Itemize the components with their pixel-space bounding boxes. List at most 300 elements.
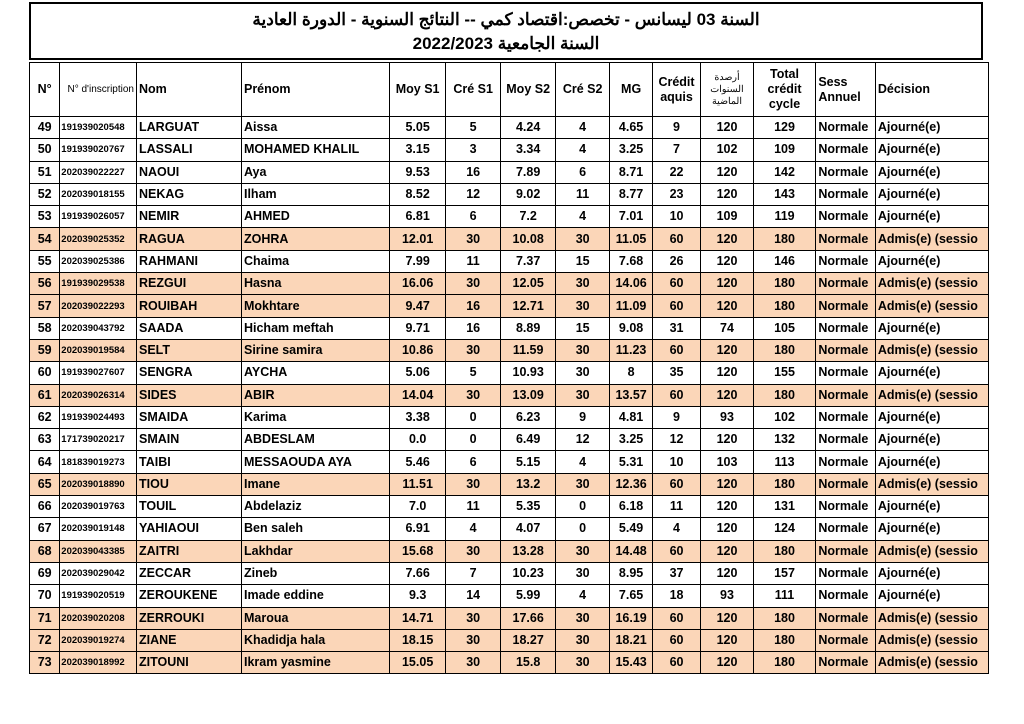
- cell-first-name: Mokhtare: [241, 295, 389, 317]
- cell-session: Normale: [816, 473, 876, 495]
- cell-moy-s1: 10.86: [390, 339, 446, 361]
- cell-last-name: TAIBI: [137, 451, 242, 473]
- table-row: [30, 652, 989, 674]
- cell-first-name: Ben saleh: [241, 518, 389, 540]
- cell-credit-anciens: 120: [701, 629, 753, 651]
- cell-credit-acquis: 18: [652, 585, 700, 607]
- cell-mg: 4.65: [610, 117, 652, 139]
- cell-total-credit: 146: [753, 250, 816, 272]
- cell-last-name: SMAIDA: [137, 406, 242, 428]
- cell-decision: Ajourné(e): [875, 451, 988, 473]
- cell-row-number: 68: [30, 540, 60, 562]
- cell-moy-s2: 4.24: [501, 117, 556, 139]
- table-row: [30, 362, 989, 384]
- cell-cre-s1: 30: [445, 339, 501, 361]
- cell-credit-acquis: 26: [652, 250, 700, 272]
- cell-decision: Admis(e) (sessio: [875, 473, 988, 495]
- cell-cre-s1: 5: [445, 117, 501, 139]
- cell-last-name: ZIANE: [137, 629, 242, 651]
- cell-cre-s2: 30: [555, 629, 610, 651]
- cell-credit-acquis: 9: [652, 117, 700, 139]
- cell-moy-s2: 9.02: [501, 183, 556, 205]
- cell-mg: 14.48: [610, 540, 652, 562]
- cell-total-credit: 180: [753, 473, 816, 495]
- cell-row-number: 63: [30, 429, 60, 451]
- cell-moy-s1: 9.53: [390, 161, 446, 183]
- cell-moy-s1: 7.99: [390, 250, 446, 272]
- cell-credit-acquis: 7: [652, 139, 700, 161]
- cell-moy-s1: 12.01: [390, 228, 446, 250]
- cell-inscription-number: 202039018890: [60, 473, 137, 495]
- cell-cre-s1: 30: [445, 273, 501, 295]
- cell-mg: 14.06: [610, 273, 652, 295]
- cell-total-credit: 132: [753, 429, 816, 451]
- table-row: [30, 429, 989, 451]
- table-row: [30, 540, 989, 562]
- cell-last-name: ZERROUKI: [137, 607, 242, 629]
- cell-cre-s2: 15: [555, 250, 610, 272]
- cell-decision: Ajourné(e): [875, 562, 988, 584]
- cell-total-credit: 119: [753, 206, 816, 228]
- cell-last-name: TIOU: [137, 473, 242, 495]
- table-row: [30, 183, 989, 205]
- cell-moy-s1: 6.81: [390, 206, 446, 228]
- cell-cre-s2: 0: [555, 518, 610, 540]
- cell-row-number: 67: [30, 518, 60, 540]
- cell-first-name: Hicham meftah: [241, 317, 389, 339]
- cell-total-credit: 180: [753, 540, 816, 562]
- cell-total-credit: 180: [753, 228, 816, 250]
- cell-first-name: Karima: [241, 406, 389, 428]
- cell-decision: Ajourné(e): [875, 206, 988, 228]
- cell-credit-acquis: 60: [652, 629, 700, 651]
- cell-mg: 9.08: [610, 317, 652, 339]
- cell-credit-anciens: 120: [701, 540, 753, 562]
- table-row: [30, 339, 989, 361]
- table-row: [30, 406, 989, 428]
- cell-cre-s1: 30: [445, 629, 501, 651]
- cell-cre-s1: 4: [445, 518, 501, 540]
- table-row: [30, 607, 989, 629]
- cell-session: Normale: [816, 228, 876, 250]
- cell-inscription-number: 202039029042: [60, 562, 137, 584]
- cell-last-name: SMAIN: [137, 429, 242, 451]
- cell-last-name: NAOUI: [137, 161, 242, 183]
- cell-cre-s2: 4: [555, 585, 610, 607]
- cell-moy-s2: 7.89: [501, 161, 556, 183]
- cell-mg: 8.95: [610, 562, 652, 584]
- header-academic-year: السنة الجامعية 2022/2023: [412, 34, 600, 53]
- cell-moy-s1: 5.46: [390, 451, 446, 473]
- cell-first-name: ABIR: [241, 384, 389, 406]
- cell-session: Normale: [816, 273, 876, 295]
- cell-credit-acquis: 60: [652, 473, 700, 495]
- cell-credit-acquis: 35: [652, 362, 700, 384]
- cell-first-name: AYCHA: [241, 362, 389, 384]
- cell-moy-s1: 3.38: [390, 406, 446, 428]
- cell-credit-anciens: 120: [701, 607, 753, 629]
- cell-credit-acquis: 10: [652, 451, 700, 473]
- cell-inscription-number: 202039026314: [60, 384, 137, 406]
- cell-inscription-number: 171739020217: [60, 429, 137, 451]
- cell-credit-anciens: 120: [701, 250, 753, 272]
- col-num: N°: [30, 63, 60, 117]
- cell-cre-s2: 4: [555, 139, 610, 161]
- cell-moy-s1: 7.0: [390, 496, 446, 518]
- cell-moy-s2: 12.71: [501, 295, 556, 317]
- cell-cre-s2: 30: [555, 652, 610, 674]
- cell-row-number: 57: [30, 295, 60, 317]
- cell-total-credit: 105: [753, 317, 816, 339]
- cell-decision: Admis(e) (sessio: [875, 652, 988, 674]
- cell-first-name: Zineb: [241, 562, 389, 584]
- cell-total-credit: 124: [753, 518, 816, 540]
- cell-mg: 11.23: [610, 339, 652, 361]
- table-row: [30, 117, 989, 139]
- cell-inscription-number: 202039019274: [60, 629, 137, 651]
- cell-session: Normale: [816, 496, 876, 518]
- cell-mg: 5.31: [610, 451, 652, 473]
- cell-moy-s2: 17.66: [501, 607, 556, 629]
- cell-credit-anciens: 120: [701, 273, 753, 295]
- cell-credit-acquis: 12: [652, 429, 700, 451]
- cell-session: Normale: [816, 161, 876, 183]
- cell-session: Normale: [816, 384, 876, 406]
- cell-session: Normale: [816, 406, 876, 428]
- cell-row-number: 64: [30, 451, 60, 473]
- cell-inscription-number: 191939029538: [60, 273, 137, 295]
- cell-first-name: Khadidja hala: [241, 629, 389, 651]
- table-row: [30, 473, 989, 495]
- table-row: [30, 295, 989, 317]
- cell-mg: 15.43: [610, 652, 652, 674]
- cell-moy-s1: 6.91: [390, 518, 446, 540]
- cell-cre-s1: 11: [445, 250, 501, 272]
- cell-total-credit: 157: [753, 562, 816, 584]
- cell-cre-s1: 14: [445, 585, 501, 607]
- cell-total-credit: 143: [753, 183, 816, 205]
- cell-mg: 5.49: [610, 518, 652, 540]
- cell-credit-acquis: 60: [652, 540, 700, 562]
- cell-mg: 11.09: [610, 295, 652, 317]
- cell-session: Normale: [816, 607, 876, 629]
- cell-first-name: Maroua: [241, 607, 389, 629]
- cell-cre-s2: 30: [555, 339, 610, 361]
- cell-credit-anciens: 120: [701, 473, 753, 495]
- cell-total-credit: 129: [753, 117, 816, 139]
- cell-credit-acquis: 31: [652, 317, 700, 339]
- cell-row-number: 49: [30, 117, 60, 139]
- cell-credit-anciens: 120: [701, 161, 753, 183]
- cell-decision: Admis(e) (sessio: [875, 384, 988, 406]
- col-inscription: N° d'inscription: [60, 63, 137, 117]
- cell-cre-s2: 15: [555, 317, 610, 339]
- cell-last-name: RAGUA: [137, 228, 242, 250]
- cell-cre-s2: 30: [555, 473, 610, 495]
- cell-total-credit: 180: [753, 629, 816, 651]
- cell-total-credit: 131: [753, 496, 816, 518]
- cell-cre-s2: 30: [555, 273, 610, 295]
- table-row: [30, 206, 989, 228]
- cell-cre-s1: 5: [445, 362, 501, 384]
- cell-row-number: 72: [30, 629, 60, 651]
- cell-session: Normale: [816, 362, 876, 384]
- cell-row-number: 65: [30, 473, 60, 495]
- cell-decision: Admis(e) (sessio: [875, 295, 988, 317]
- cell-moy-s1: 14.71: [390, 607, 446, 629]
- cell-session: Normale: [816, 339, 876, 361]
- cell-session: Normale: [816, 562, 876, 584]
- cell-mg: 7.68: [610, 250, 652, 272]
- cell-total-credit: 155: [753, 362, 816, 384]
- cell-credit-acquis: 11: [652, 496, 700, 518]
- col-nom: Nom: [137, 63, 242, 117]
- cell-total-credit: 111: [753, 585, 816, 607]
- cell-cre-s2: 0: [555, 496, 610, 518]
- table-row: [30, 273, 989, 295]
- cell-inscription-number: 191939027607: [60, 362, 137, 384]
- table-row: [30, 518, 989, 540]
- cell-moy-s2: 11.59: [501, 339, 556, 361]
- col-cre-s1: Cré S1: [445, 63, 501, 117]
- col-session: Sess Annuel: [816, 63, 876, 117]
- cell-inscription-number: 202039018155: [60, 183, 137, 205]
- cell-credit-anciens: 120: [701, 362, 753, 384]
- cell-row-number: 62: [30, 406, 60, 428]
- cell-moy-s1: 15.68: [390, 540, 446, 562]
- table-row: [30, 139, 989, 161]
- cell-last-name: NEKAG: [137, 183, 242, 205]
- cell-credit-anciens: 120: [701, 652, 753, 674]
- cell-mg: 13.57: [610, 384, 652, 406]
- cell-credit-anciens: 120: [701, 295, 753, 317]
- col-moy-s2: Moy S2: [501, 63, 556, 117]
- cell-last-name: ZECCAR: [137, 562, 242, 584]
- cell-session: Normale: [816, 518, 876, 540]
- cell-moy-s2: 5.35: [501, 496, 556, 518]
- cell-moy-s2: 10.08: [501, 228, 556, 250]
- cell-decision: Ajourné(e): [875, 496, 988, 518]
- cell-first-name: Imade eddine: [241, 585, 389, 607]
- cell-credit-acquis: 4: [652, 518, 700, 540]
- cell-row-number: 73: [30, 652, 60, 674]
- cell-session: Normale: [816, 429, 876, 451]
- cell-row-number: 60: [30, 362, 60, 384]
- cell-first-name: Aissa: [241, 117, 389, 139]
- cell-last-name: SELT: [137, 339, 242, 361]
- cell-inscription-number: 202039018992: [60, 652, 137, 674]
- cell-cre-s2: 30: [555, 295, 610, 317]
- cell-first-name: MESSAOUDA AYA: [241, 451, 389, 473]
- cell-inscription-number: 191939020519: [60, 585, 137, 607]
- cell-total-credit: 180: [753, 384, 816, 406]
- cell-row-number: 50: [30, 139, 60, 161]
- table-header-row: [30, 63, 989, 117]
- cell-credit-anciens: 120: [701, 562, 753, 584]
- cell-last-name: SAADA: [137, 317, 242, 339]
- cell-total-credit: 180: [753, 607, 816, 629]
- cell-moy-s1: 5.06: [390, 362, 446, 384]
- cell-first-name: MOHAMED KHALIL: [241, 139, 389, 161]
- cell-cre-s1: 30: [445, 473, 501, 495]
- cell-moy-s1: 8.52: [390, 183, 446, 205]
- cell-moy-s2: 8.89: [501, 317, 556, 339]
- cell-last-name: LARGUAT: [137, 117, 242, 139]
- cell-moy-s1: 11.51: [390, 473, 446, 495]
- table-row: [30, 317, 989, 339]
- col-credit-acquis: Crédit aquis: [652, 63, 700, 117]
- cell-session: Normale: [816, 139, 876, 161]
- cell-cre-s2: 9: [555, 406, 610, 428]
- cell-inscription-number: 202039019584: [60, 339, 137, 361]
- cell-cre-s1: 16: [445, 161, 501, 183]
- table-row: [30, 161, 989, 183]
- cell-row-number: 55: [30, 250, 60, 272]
- cell-cre-s1: 6: [445, 206, 501, 228]
- cell-cre-s1: 11: [445, 496, 501, 518]
- cell-decision: Ajourné(e): [875, 139, 988, 161]
- cell-row-number: 51: [30, 161, 60, 183]
- table-row: [30, 585, 989, 607]
- cell-last-name: ROUIBAH: [137, 295, 242, 317]
- cell-mg: 18.21: [610, 629, 652, 651]
- cell-session: Normale: [816, 629, 876, 651]
- cell-row-number: 54: [30, 228, 60, 250]
- cell-last-name: SENGRA: [137, 362, 242, 384]
- cell-moy-s1: 18.15: [390, 629, 446, 651]
- cell-cre-s1: 0: [445, 429, 501, 451]
- table-row: [30, 384, 989, 406]
- cell-last-name: ZITOUNI: [137, 652, 242, 674]
- cell-moy-s2: 13.28: [501, 540, 556, 562]
- cell-decision: Ajourné(e): [875, 429, 988, 451]
- table-row: [30, 451, 989, 473]
- cell-total-credit: 113: [753, 451, 816, 473]
- cell-credit-acquis: 10: [652, 206, 700, 228]
- col-moy-s1: Moy S1: [390, 63, 446, 117]
- cell-decision: Admis(e) (sessio: [875, 339, 988, 361]
- cell-session: Normale: [816, 652, 876, 674]
- cell-credit-acquis: 60: [652, 273, 700, 295]
- cell-row-number: 66: [30, 496, 60, 518]
- cell-moy-s2: 5.99: [501, 585, 556, 607]
- cell-first-name: Sirine samira: [241, 339, 389, 361]
- cell-last-name: LASSALI: [137, 139, 242, 161]
- cell-moy-s2: 6.23: [501, 406, 556, 428]
- cell-cre-s2: 30: [555, 540, 610, 562]
- cell-row-number: 71: [30, 607, 60, 629]
- cell-first-name: ZOHRA: [241, 228, 389, 250]
- cell-decision: Ajourné(e): [875, 362, 988, 384]
- cell-moy-s2: 3.34: [501, 139, 556, 161]
- cell-moy-s1: 15.05: [390, 652, 446, 674]
- cell-first-name: Abdelaziz: [241, 496, 389, 518]
- cell-moy-s2: 15.8: [501, 652, 556, 674]
- cell-total-credit: 102: [753, 406, 816, 428]
- cell-row-number: 58: [30, 317, 60, 339]
- document-header: [29, 2, 983, 60]
- table-row: [30, 562, 989, 584]
- cell-inscription-number: 202039020208: [60, 607, 137, 629]
- cell-credit-anciens: 93: [701, 406, 753, 428]
- table-row: [30, 228, 989, 250]
- cell-mg: 12.36: [610, 473, 652, 495]
- results-table: [29, 62, 989, 674]
- cell-session: Normale: [816, 451, 876, 473]
- cell-credit-anciens: 74: [701, 317, 753, 339]
- cell-decision: Ajourné(e): [875, 317, 988, 339]
- cell-moy-s1: 9.47: [390, 295, 446, 317]
- cell-cre-s1: 12: [445, 183, 501, 205]
- cell-cre-s2: 4: [555, 206, 610, 228]
- cell-inscription-number: 202039025352: [60, 228, 137, 250]
- cell-last-name: YAHIAOUI: [137, 518, 242, 540]
- cell-cre-s1: 16: [445, 317, 501, 339]
- cell-mg: 11.05: [610, 228, 652, 250]
- cell-credit-acquis: 60: [652, 295, 700, 317]
- cell-last-name: SIDES: [137, 384, 242, 406]
- cell-decision: Admis(e) (sessio: [875, 228, 988, 250]
- cell-decision: Admis(e) (sessio: [875, 607, 988, 629]
- cell-inscription-number: 202039025386: [60, 250, 137, 272]
- cell-moy-s1: 5.05: [390, 117, 446, 139]
- cell-credit-anciens: 120: [701, 117, 753, 139]
- cell-inscription-number: 202039043385: [60, 540, 137, 562]
- cell-decision: Ajourné(e): [875, 518, 988, 540]
- cell-last-name: NEMIR: [137, 206, 242, 228]
- cell-mg: 3.25: [610, 139, 652, 161]
- cell-moy-s2: 6.49: [501, 429, 556, 451]
- cell-inscription-number: 181839019273: [60, 451, 137, 473]
- cell-cre-s2: 12: [555, 429, 610, 451]
- table-row: [30, 629, 989, 651]
- cell-session: Normale: [816, 585, 876, 607]
- cell-inscription-number: 191939020548: [60, 117, 137, 139]
- cell-row-number: 56: [30, 273, 60, 295]
- cell-session: Normale: [816, 540, 876, 562]
- cell-moy-s2: 13.2: [501, 473, 556, 495]
- cell-decision: Admis(e) (sessio: [875, 273, 988, 295]
- cell-cre-s2: 4: [555, 117, 610, 139]
- cell-last-name: RAHMANI: [137, 250, 242, 272]
- table-row: [30, 496, 989, 518]
- cell-total-credit: 180: [753, 295, 816, 317]
- cell-session: Normale: [816, 250, 876, 272]
- cell-session: Normale: [816, 317, 876, 339]
- cell-moy-s1: 9.71: [390, 317, 446, 339]
- table-body: [30, 117, 989, 674]
- cell-row-number: 59: [30, 339, 60, 361]
- cell-inscription-number: 191939024493: [60, 406, 137, 428]
- cell-moy-s1: 16.06: [390, 273, 446, 295]
- cell-inscription-number: 191939026057: [60, 206, 137, 228]
- cell-total-credit: 180: [753, 652, 816, 674]
- cell-mg: 3.25: [610, 429, 652, 451]
- cell-first-name: Chaima: [241, 250, 389, 272]
- cell-moy-s2: 7.2: [501, 206, 556, 228]
- table-row: [30, 250, 989, 272]
- cell-cre-s2: 30: [555, 562, 610, 584]
- cell-credit-acquis: 37: [652, 562, 700, 584]
- cell-inscription-number: 202039043792: [60, 317, 137, 339]
- cell-moy-s1: 7.66: [390, 562, 446, 584]
- cell-decision: Admis(e) (sessio: [875, 540, 988, 562]
- cell-credit-acquis: 23: [652, 183, 700, 205]
- cell-first-name: Ilham: [241, 183, 389, 205]
- cell-cre-s1: 30: [445, 228, 501, 250]
- cell-last-name: ZAITRI: [137, 540, 242, 562]
- cell-cre-s2: 6: [555, 161, 610, 183]
